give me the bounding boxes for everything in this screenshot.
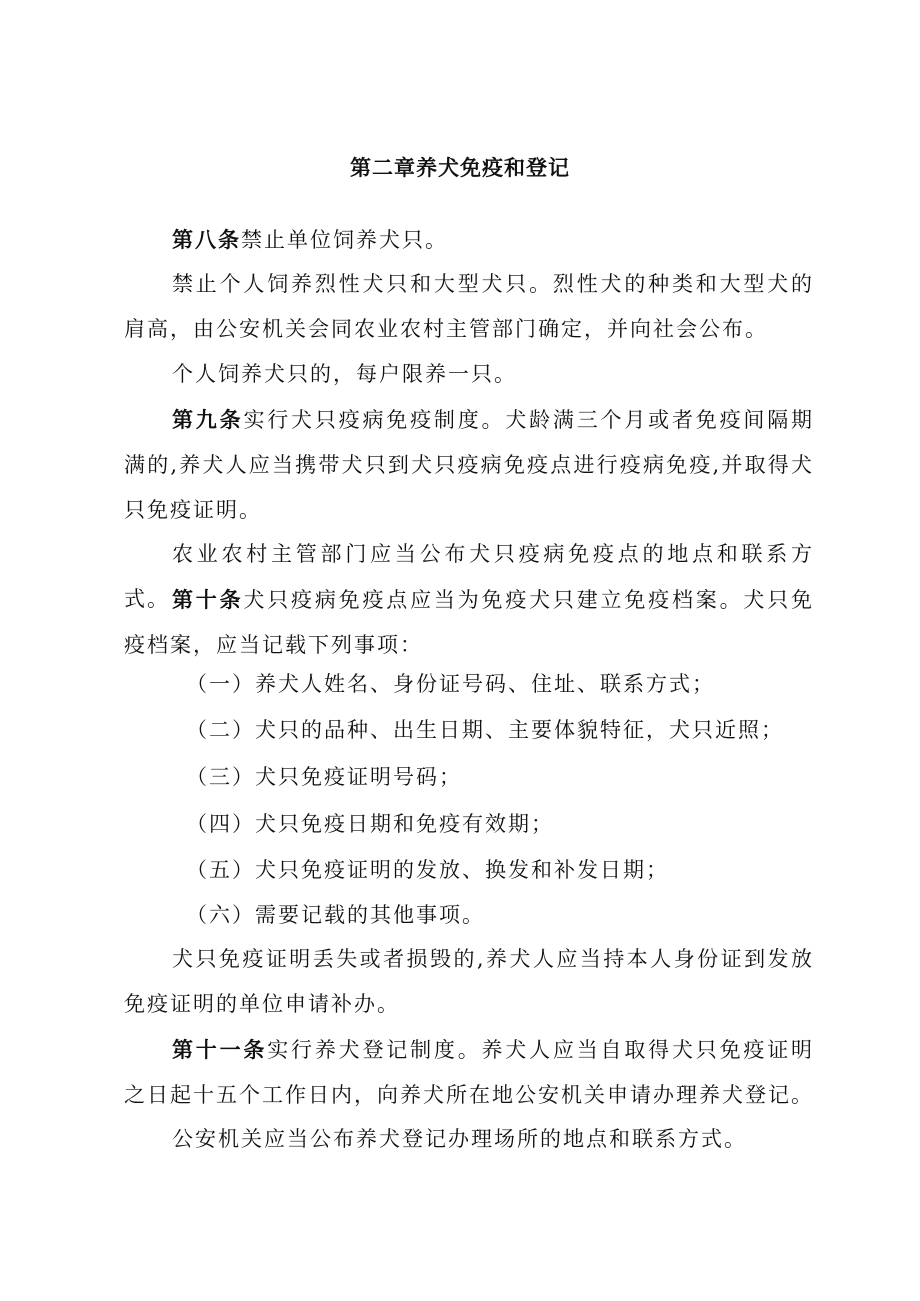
article-8-paragraph-2: 禁止个人饲养烈性犬只和大型犬只。烈性犬的种类和大型犬的肩高，由公安机关会同农业农村主管部门确定，并向社会公布。 xyxy=(124,272,814,341)
article-10-paragraph-1 xyxy=(124,577,814,668)
article-10-item-2: （二）犬只的品种、出生日期、主要体貌特征，犬只近照； xyxy=(186,718,784,742)
article-8-paragraph-1 xyxy=(124,217,814,263)
article-9-paragraph-1 xyxy=(124,397,814,533)
article-11-paragraph-1 xyxy=(124,1027,814,1118)
article-9-label: 第九条 xyxy=(172,407,244,432)
article-11-paragraph-2: 公安机关应当公布养犬登记办理场所的地点和联系方式。 xyxy=(172,1127,747,1151)
article-10-item-1: （一）养犬人姓名、身份证号码、住址、联系方式； xyxy=(186,672,715,696)
article-8-text-1: 禁止单位饲养犬只。 xyxy=(241,228,448,252)
article-10-item-5: （五）犬只免疫证明的发放、换发和补发日期； xyxy=(186,858,669,882)
article-10-item-6: （六）需要记载的其他事项。 xyxy=(186,903,485,927)
article-10-text-1: 犬只疫病免疫点应当为免疫犬只建立免疫档案。犬只免疫档案，应当记载下列事项： xyxy=(124,588,815,657)
article-9-text-1: 实行犬只疫病免疫制度。犬龄满三个月或者免疫间隔期满的,养犬人应当携带犬只到犬只疫病免疫点进行疫病免疫,并取得犬只免疫证明。 xyxy=(124,408,815,522)
article-10-item-4: （四）犬只免疫日期和免疫有效期； xyxy=(186,812,554,836)
article-10-item-3: （三）犬只免疫证明号码； xyxy=(186,765,462,789)
article-8-label: 第八条 xyxy=(172,227,241,252)
article-11-label: 第十一条 xyxy=(172,1037,268,1062)
article-8-paragraph-3: 个人饲养犬只的，每户限养一只。 xyxy=(172,362,517,386)
chapter-title: 第二章养犬免疫和登记 xyxy=(350,155,570,180)
article-11-text-1: 实行养犬登记制度。养犬人应当自取得犬只免疫证明之日起十五个工作日内，向养犬所在地公安机关申请办理养犬登记。 xyxy=(124,1038,815,1107)
article-10-label: 第十条 xyxy=(172,587,244,612)
article-10-paragraph-2: 犬只免疫证明丢失或者损毁的,养犬人应当持本人身份证到发放免疫证明的单位申请补办。 xyxy=(124,947,814,1016)
article-9-paragraph-2: 农业农村主管部门应当公布犬只疫病免疫点的地点和联系方式。 xyxy=(124,542,814,611)
